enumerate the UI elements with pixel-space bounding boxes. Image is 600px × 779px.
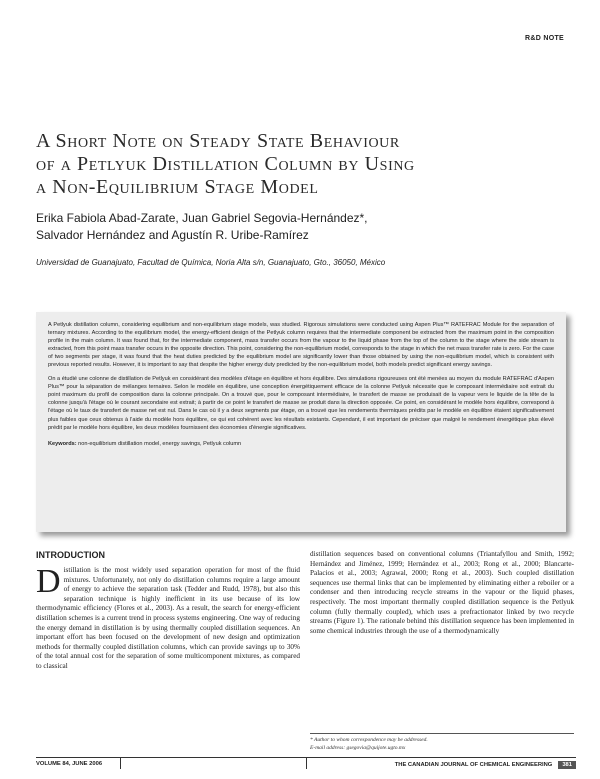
keywords <box>48 440 554 448</box>
page-footer <box>36 757 576 770</box>
body-paragraph: distillation sequences based on conventional columns (Triantafyllou and Smith, 1992; Hernández and Jiménez, 1999; Hernández et al., 2003; Rong et al., 2000; Blancarte-Palacios et al., 2003; Agrawal, 2000; Rong et al., 2003). Such coupled distillation sequences use thermal links that can be implemented by eliminating either a reboiler or a condenser and then introducing recycle streams in the vapour or the liquid phases, respectively. The most important thermally coupled distillation sequence is the Petlyuk column (fully thermally coupled), which uses a prefractionator linked by two recycle streams (Figure 1). The rationale behind this distillation sequence has been implemented in some chemical industries through the use of a thermodynamically <box>310 550 574 635</box>
intro-text: istillation is the most widely used separation operation for most of the fluid mixtures. Unfortunately, not only do distillation columns require a large amount of energy to achieve the separation task (Tedder and Rudd, 1978), but also this separation technique is highly inefficient in its use because of its low thermodynamic efficiency (Flores et al., 2003). As a result, the search for energy-efficient distillation schemes is a current trend in process systems engineering. One way of reducing the energy demand in distillation is by using thermally coupled distillation sequences. An important effort has been focused on the development of new design and optimization methods for thermally coupled distillation columns, which can provide savings up to 30% of the total annual cost for the separation of some multicomponent mixtures, as compared to classical <box>36 566 300 670</box>
title-line: of a Petlyuk Distillation Column by Using <box>36 153 415 175</box>
footer-journal-block <box>395 761 576 769</box>
abstract-box <box>36 312 566 532</box>
footnote <box>310 733 574 752</box>
footer-divider <box>120 757 121 769</box>
body-column-left <box>36 550 300 672</box>
footer-volume: VOLUME 84, JUNE 2006 <box>36 761 103 767</box>
section-heading-introduction: INTRODUCTION <box>36 550 105 560</box>
author-line: Erika Fabiola Abad-Zarate, Juan Gabriel Segovia-Hernández*, <box>36 211 368 225</box>
section-label: R&D NOTE <box>525 35 564 42</box>
page-number: 381 <box>558 761 576 769</box>
title-line: A Short Note on Steady State Behaviour <box>36 130 400 152</box>
abstract-english: A Petlyuk distillation column, considering equilibrium and non-equilibrium stage models, was studied. Rigorous simulations were conducted using Aspen Plus™ RATEFRAC Module for the separation of ternary mixtures. According to the equilibrium model, the energy-efficient design of the Petlyuk column requires that the intermediate component be extracted from the maximum point in the composition profile in the main column. It was found that, for the intermediate component, mass transfer occurs from the vapour to the liquid phase from the top of the column to the stage where the side stream is extracted, from this point mass transfer occurs in the opposite direction. This point, considering the non-equilibrium model, corresponds to the stage in which the net mass transfer rate is zero. For the case of two segments per stage, it was found that the heat duties predicted by the equilibrium model are significantly lower than those obtained by using the non-equilibrium model, which is consistent with previous reported results. However, it is important to say that despite the higher energy duty predicted by the non-equilibrium model, both models predict significant energy savings. <box>48 322 554 369</box>
footnote-email: E-mail address: gsegovia@quijote.ugto.mx <box>310 744 406 751</box>
title-line: a Non-Equilibrium Stage Model <box>36 176 319 198</box>
author-list <box>36 210 576 244</box>
affiliation: Universidad de Guanajuato, Facultad de Química, Noria Alta s/n, Guanajuato, Gto., 36050, México <box>36 258 386 267</box>
keywords-label: Keywords: <box>48 440 77 447</box>
keywords-text: non-equilibrium distillation model, energy savings, Petlyuk column <box>78 440 242 447</box>
abstract-french: On a étudié une colonne de distillation de Petlyuk en considérant des modèles d'étage en équilibre et hors équilibre. Des simulations rigoureuses ont été menées au moyen du module RATEFRAC d'Aspen Plus™ pour la séparation de mélanges ternaires. Selon le modèle en équilibre, une conception énergétiquement efficace de la colonne Petlyuk nécessite que le composant intermédiaire soit extrait du point maximum du profil de composition dans la colonne principale. On a trouvé que, pour le composant intermédiaire, le transfert de masse se produisait de la vapeur vers le liquide de la tête de la colonne jusqu'à l'étage où le courant secondaire est extrait; à partir de ce point le transfert de masse se produit dans la direction opposée. Ce point, en considérant le modèle hors équilibre, correspond à l'étage où le taux de transfert de masse net est nul. Dans le cas où il y a deux segments par étage, on a trouvé que les rendements thermiques prédits par le modèle en équilibre étaient significativement plus faibles que ceux obtenus à l'aide du modèle hors équilibre, ce qui est cohérent avec les résultats existants. Cependant, il est important de préciser que malgré le rendement énergétique plus élevé prédit par le modèle hors équilibre, les deux modèles fournissent des économies d'énergie significatives. <box>48 376 554 431</box>
paper-title <box>36 130 576 199</box>
author-line: Salvador Hernández and Agustín R. Uribe-Ramírez <box>36 228 309 242</box>
footer-journal: THE CANADIAN JOURNAL OF CHEMICAL ENGINEERING <box>394 762 553 768</box>
intro-paragraph <box>36 563 300 672</box>
body-column-right <box>310 550 574 636</box>
footer-divider <box>306 757 307 769</box>
footnote-author: * Author to whom correspondence may be addressed. <box>310 737 428 743</box>
drop-cap: D <box>36 563 61 600</box>
